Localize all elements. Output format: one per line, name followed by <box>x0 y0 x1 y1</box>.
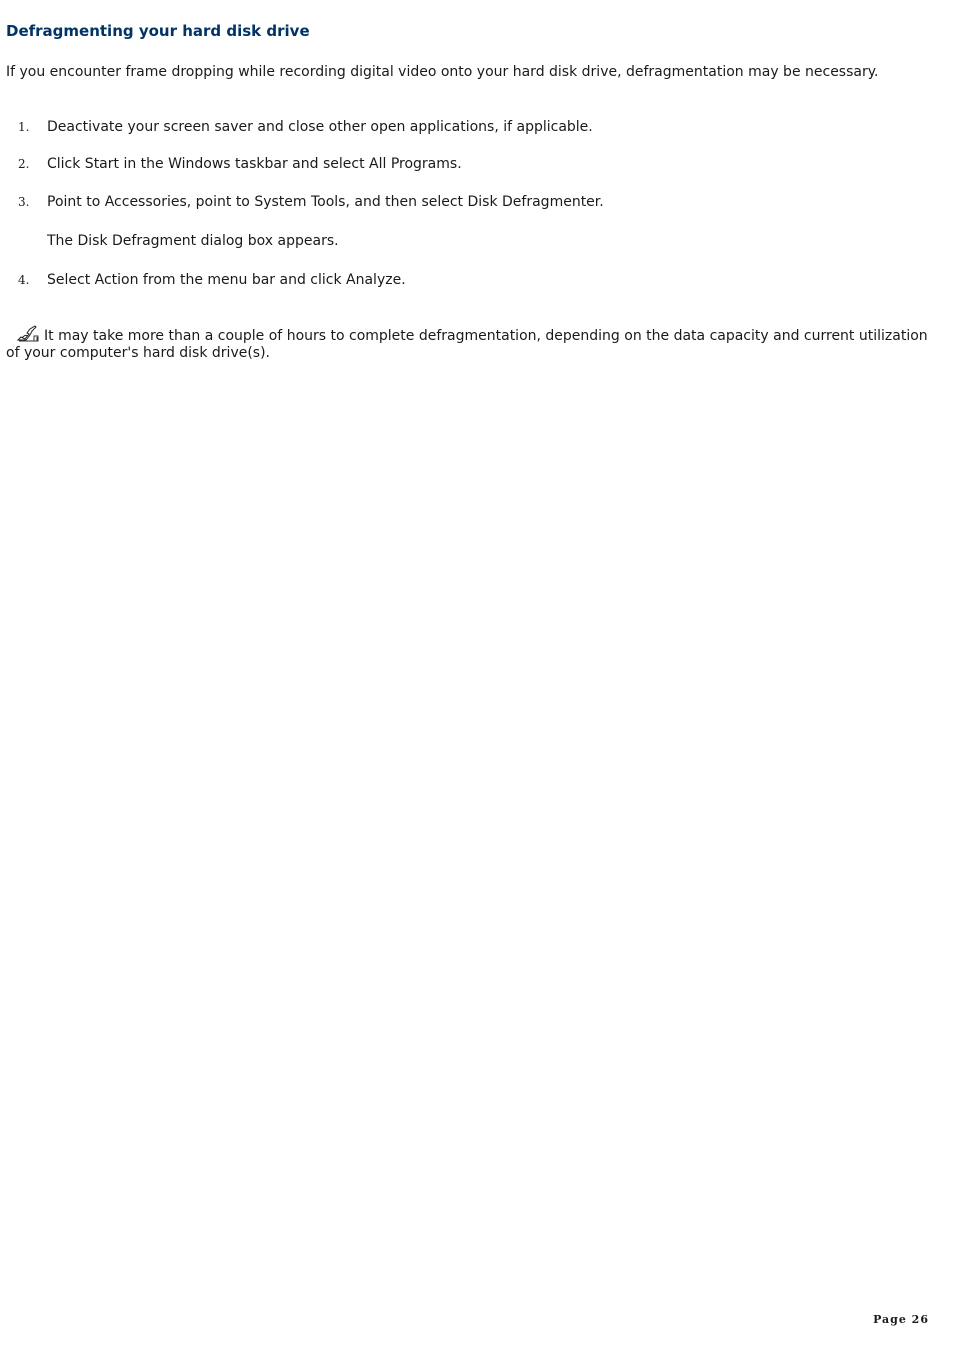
note-text: It may take more than a couple of hours to complete defragmentation, depending on the data capacity and current utilization of your computer's hard disk drive(s). <box>6 328 928 361</box>
page-title: Defragmenting your hard disk drive <box>6 22 310 40</box>
note-pencil-icon <box>16 325 40 343</box>
step-followup-text: The Disk Defragment dialog box appears. <box>47 233 339 249</box>
step-text: Click Start in the Windows taskbar and select All Programs. <box>47 156 462 172</box>
page-number: Page 26 <box>873 1313 929 1326</box>
step-number: 4. <box>18 273 30 287</box>
step-text: Point to Accessories, point to System Tools, and then select Disk Defragmenter. <box>47 194 604 210</box>
step-number: 2. <box>18 157 30 171</box>
intro-paragraph: If you encounter frame dropping while recording digital video onto your hard disk drive, defragmentation may be necessary. <box>6 64 879 80</box>
step-text: Select Action from the menu bar and click Analyze. <box>47 272 406 288</box>
note-paragraph <box>6 325 936 362</box>
step-number: 1. <box>18 120 30 134</box>
step-number: 3. <box>18 195 30 209</box>
step-text: Deactivate your screen saver and close other open applications, if applicable. <box>47 119 593 135</box>
